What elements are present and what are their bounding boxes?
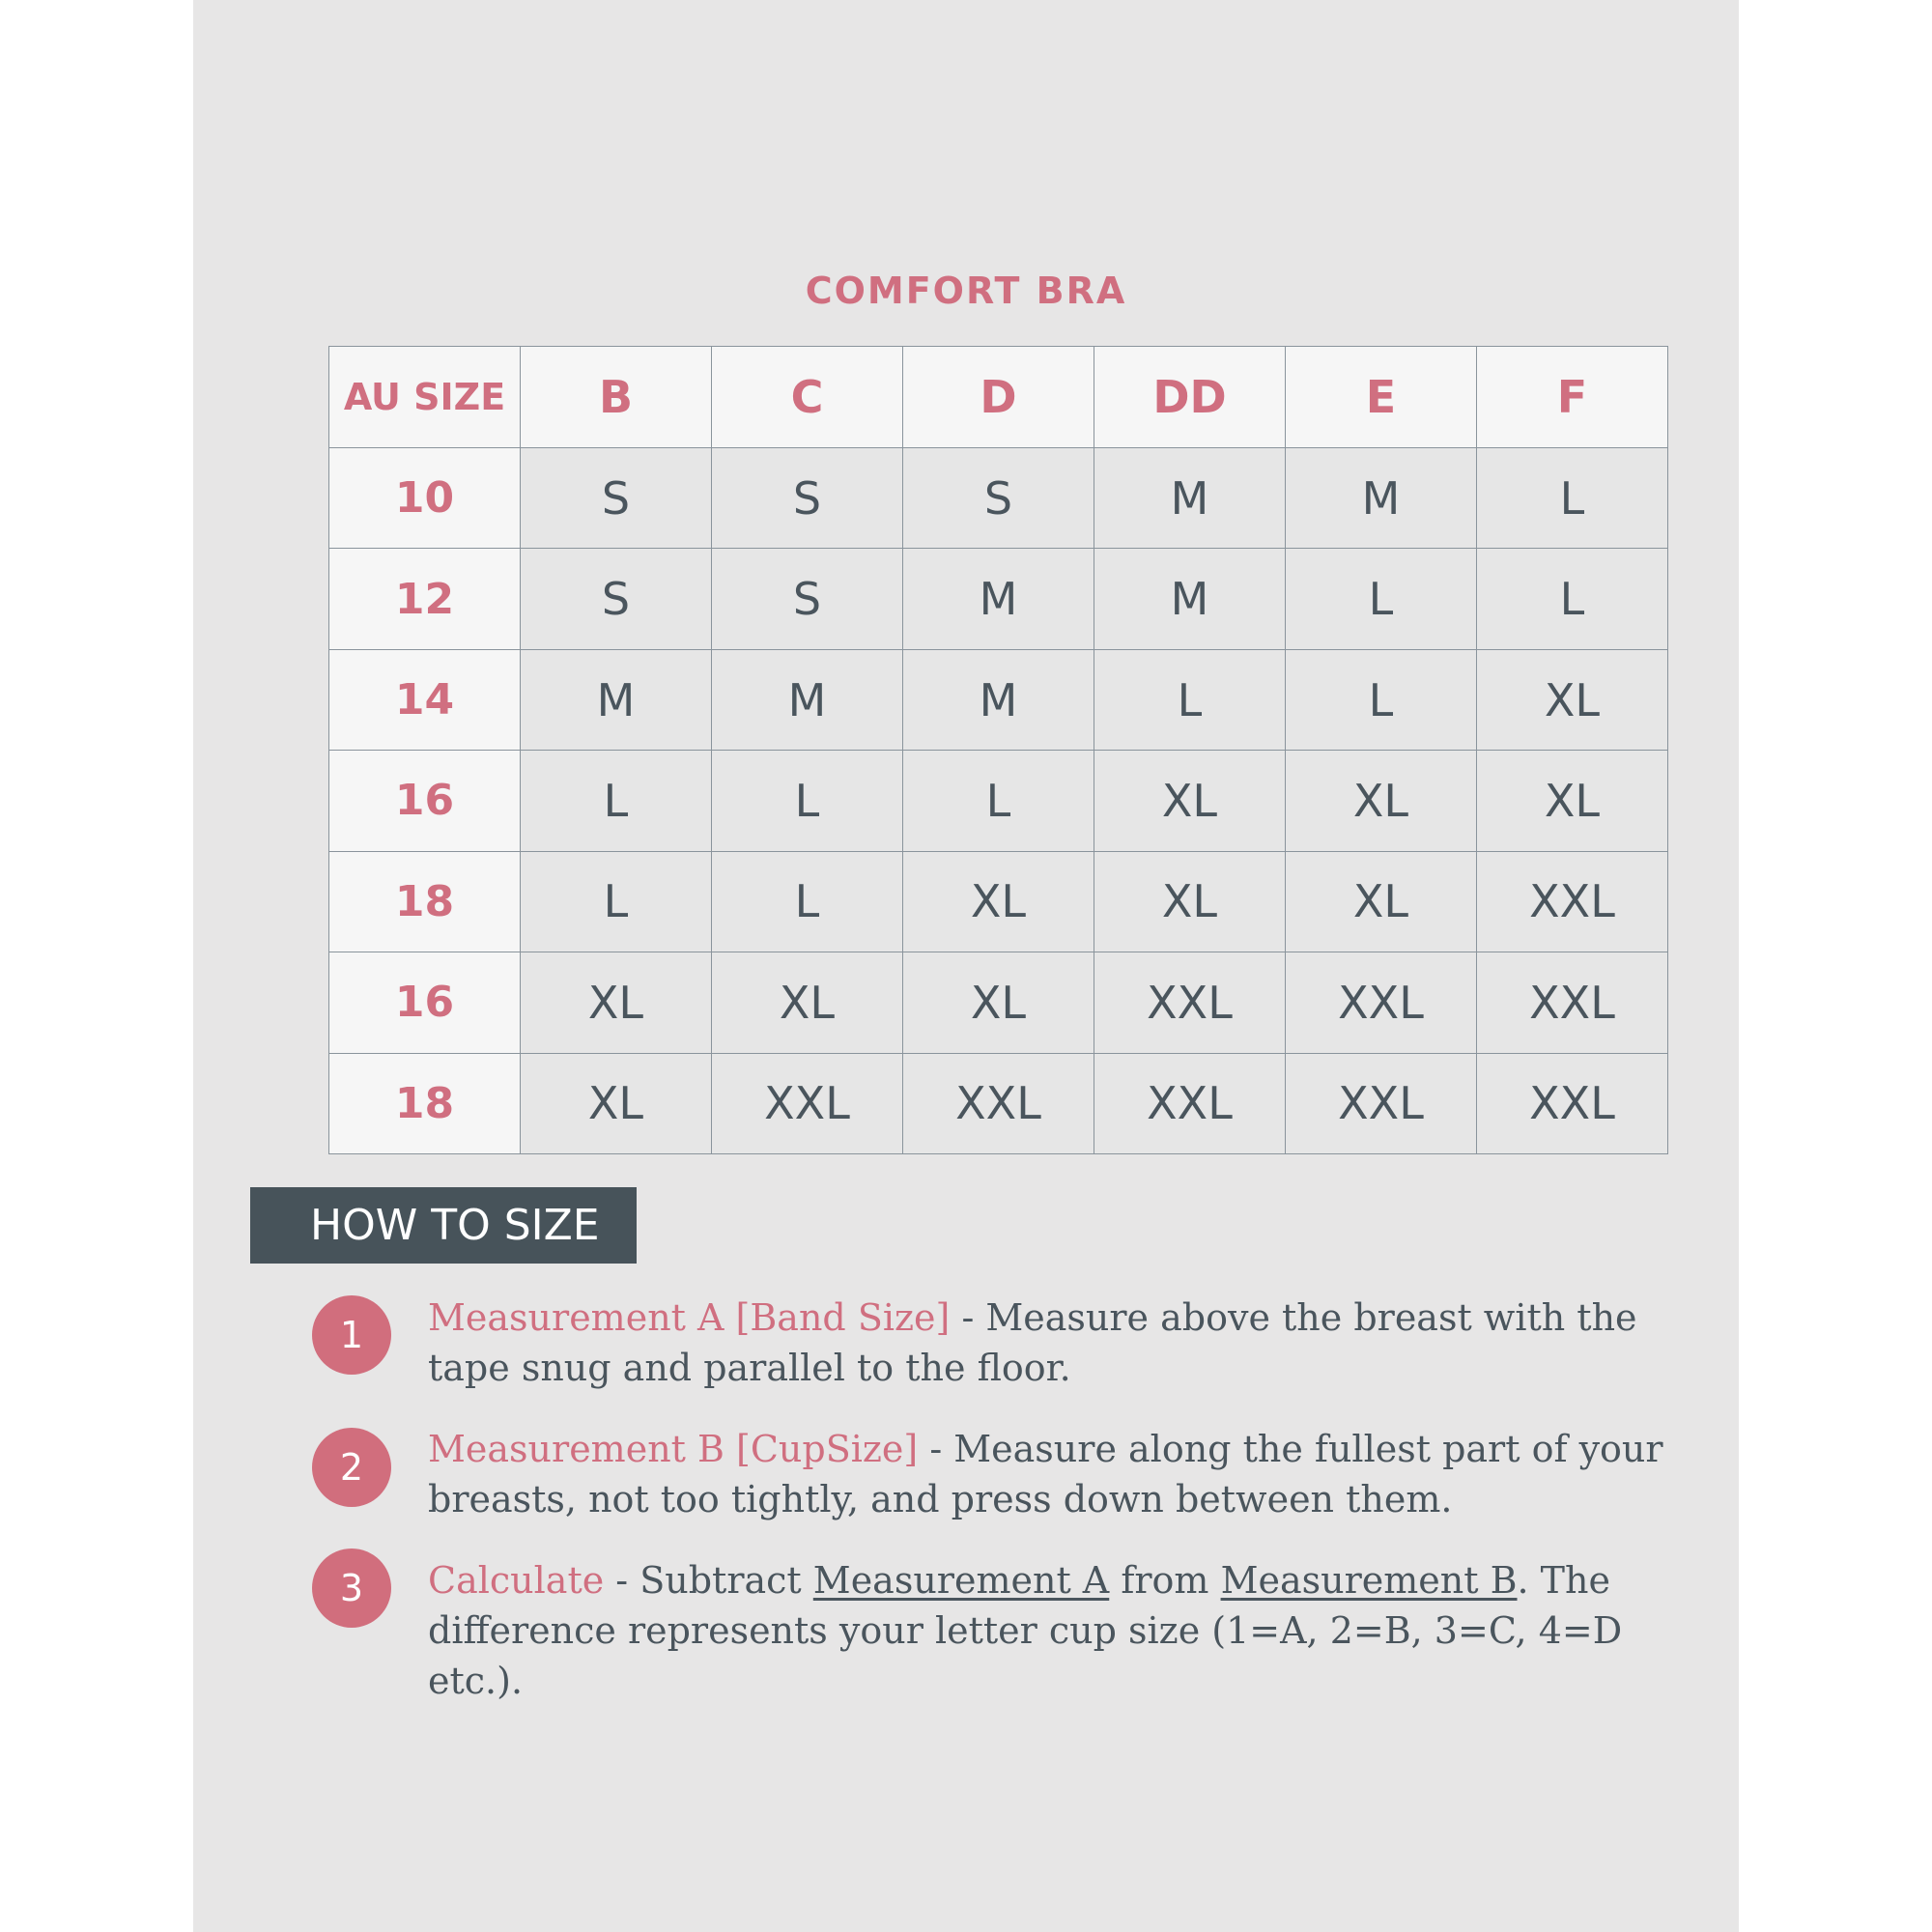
step-description: - Measure above the breast with the tape snug and parallel to the floor.	[428, 1296, 1637, 1389]
table-cell: XL	[712, 952, 903, 1053]
table-row	[329, 751, 1668, 851]
table-cell: S	[903, 448, 1094, 549]
table-cell: M	[1286, 448, 1477, 549]
table-row	[329, 448, 1668, 549]
table-cell: M	[521, 649, 712, 750]
step-text	[428, 1293, 1713, 1393]
row-size-label: 16	[329, 751, 521, 851]
row-size-label: 16	[329, 952, 521, 1053]
chart-title: COMFORT BRA	[805, 270, 1127, 312]
step-label: Calculate	[428, 1559, 605, 1602]
table-cell: L	[1477, 448, 1668, 549]
table-cell: S	[712, 549, 903, 649]
table-cell: XXL	[903, 1053, 1094, 1153]
table-cell: XL	[903, 851, 1094, 952]
table-cell: L	[521, 751, 712, 851]
table-cell: M	[903, 649, 1094, 750]
step-label: Measurement B [CupSize]	[428, 1428, 919, 1470]
table-row	[329, 851, 1668, 952]
step-text	[428, 1555, 1713, 1706]
step-label: Measurement A [Band Size]	[428, 1296, 951, 1339]
table-cell: XL	[1477, 649, 1668, 750]
table-cell: XXL	[1477, 1053, 1668, 1153]
table-cell: M	[1094, 549, 1286, 649]
table-cell: S	[712, 448, 903, 549]
table-cell: L	[712, 851, 903, 952]
table-cell: XL	[1094, 851, 1286, 952]
table-cell: XL	[521, 1053, 712, 1153]
step-text	[428, 1424, 1713, 1524]
row-size-label: 18	[329, 851, 521, 952]
table-row	[329, 1053, 1668, 1153]
step-description: - Measure along the fullest part of your breasts, not too tightly, and press down between them.	[428, 1428, 1663, 1520]
table-cell: XL	[1477, 751, 1668, 851]
table-cell: XXL	[712, 1053, 903, 1153]
table-row	[329, 952, 1668, 1053]
table-cell: XL	[521, 952, 712, 1053]
column-header: C	[712, 347, 903, 448]
table-cell: XXL	[1094, 952, 1286, 1053]
row-size-label: 10	[329, 448, 521, 549]
how-to-size-heading: HOW TO SIZE	[250, 1187, 637, 1264]
size-chart-table	[328, 346, 1668, 1154]
row-size-label: 14	[329, 649, 521, 750]
table-cell: L	[1477, 549, 1668, 649]
step-number-badge: 1	[312, 1295, 391, 1375]
table-cell: XL	[1094, 751, 1286, 851]
step-description: . The difference represents your letter cup size (1=A, 2=B, 3=C, 4=D etc.).	[428, 1559, 1623, 1702]
step-number-badge: 2	[312, 1428, 391, 1507]
row-size-label: 12	[329, 549, 521, 649]
step-description: - Subtract	[604, 1559, 813, 1602]
column-header: F	[1477, 347, 1668, 448]
table-cell: L	[521, 851, 712, 952]
table-cell: S	[521, 448, 712, 549]
column-header: E	[1286, 347, 1477, 448]
table-cell: M	[1094, 448, 1286, 549]
table-cell: L	[1286, 549, 1477, 649]
table-cell: XXL	[1477, 952, 1668, 1053]
table-header-row	[329, 347, 1668, 448]
table-cell: XXL	[1286, 952, 1477, 1053]
table-cell: XL	[903, 952, 1094, 1053]
table-row	[329, 649, 1668, 750]
table-cell: L	[1286, 649, 1477, 750]
table-cell: XL	[1286, 851, 1477, 952]
table-row	[329, 549, 1668, 649]
column-header: D	[903, 347, 1094, 448]
step-number-badge: 3	[312, 1548, 391, 1628]
column-header: B	[521, 347, 712, 448]
step-description: from	[1109, 1559, 1221, 1602]
table-cell: M	[903, 549, 1094, 649]
table-cell: XL	[1286, 751, 1477, 851]
table-cell: XXL	[1477, 851, 1668, 952]
measurement-b-reference: Measurement B	[1220, 1559, 1518, 1602]
table-cell: XXL	[1094, 1053, 1286, 1153]
table-cell: XXL	[1286, 1053, 1477, 1153]
column-header: DD	[1094, 347, 1286, 448]
table-cell: L	[903, 751, 1094, 851]
row-size-label: 18	[329, 1053, 521, 1153]
table-cell: M	[712, 649, 903, 750]
corner-header: AU SIZE	[329, 347, 521, 448]
measurement-a-reference: Measurement A	[812, 1559, 1110, 1602]
table-cell: L	[712, 751, 903, 851]
table-cell: S	[521, 549, 712, 649]
table-cell: L	[1094, 649, 1286, 750]
